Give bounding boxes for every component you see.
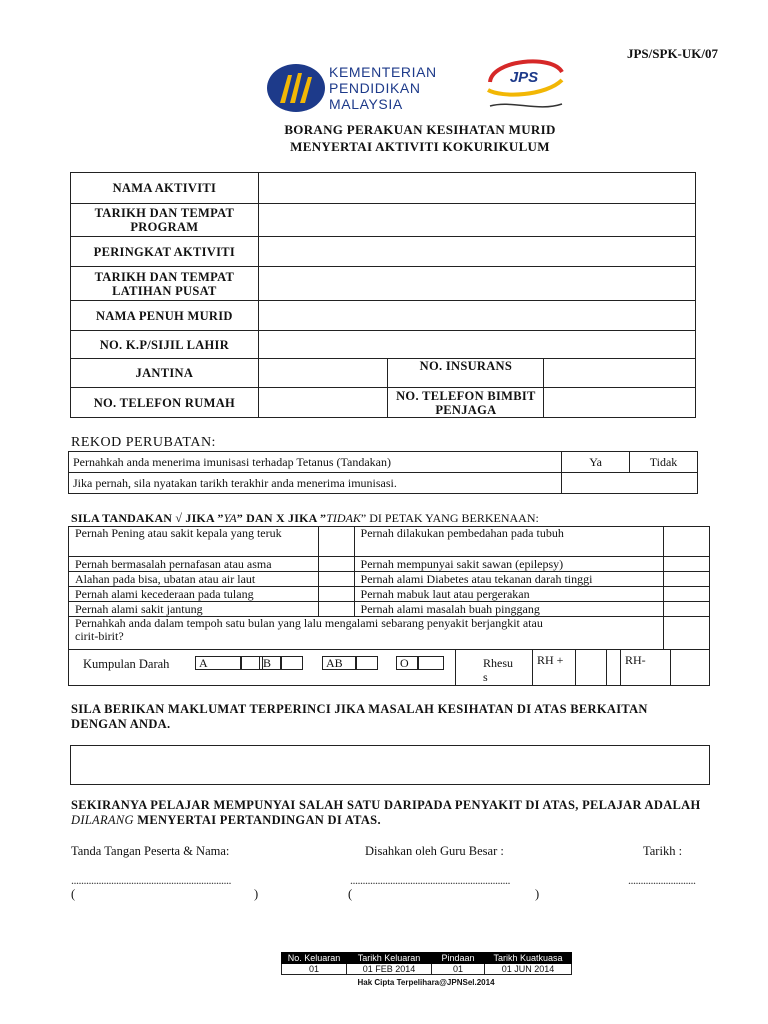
ministry-name-line2: PENDIDIKAN xyxy=(329,80,421,96)
tick-instruction: SILA TANDAKAN √ JIKA ”YA” DAN X JIKA ”TIDAK” DI PETAK YANG BERKENAAN: xyxy=(71,511,539,525)
field-no-insurans[interactable] xyxy=(544,359,696,388)
principal-approval-label: Disahkan oleh Guru Besar : xyxy=(365,844,504,858)
document-reference: JPS/SPK-UK/07 xyxy=(626,46,718,61)
infectious-disease-question: Pernahkah anda dalam tempoh satu bulan yang lalu mengalami sebarang penyakit berjangkit atau cirit-birit? xyxy=(69,617,664,650)
jps-logo xyxy=(482,52,568,121)
field-peringkat-aktiviti[interactable] xyxy=(258,237,695,267)
checkbox-right-3[interactable] xyxy=(664,572,710,587)
field-nama-aktiviti[interactable] xyxy=(258,173,695,204)
rhesus-divider xyxy=(455,650,456,685)
condition-left-1: Pernah Pening atau sakit kepala yang teruk xyxy=(69,527,319,557)
blood-group-label: Kumpulan Darah xyxy=(83,657,170,671)
ya-option[interactable]: Ya xyxy=(562,452,630,473)
rekod-perubatan-heading: REKOD PERUBATAN: xyxy=(71,435,216,450)
ministry-name xyxy=(329,64,437,112)
label-peringkat-aktiviti: PERINGKAT AKTIVITI xyxy=(71,237,259,267)
blood-a-label: A xyxy=(195,656,241,670)
field-no-kp[interactable] xyxy=(258,331,695,359)
label-telefon-rumah: NO. TELEFON RUMAH xyxy=(71,388,259,418)
label-tarikh-program: TARIKH DAN TEMPAT PROGRAM xyxy=(71,204,259,237)
label-tarikh-latihan: TARIKH DAN TEMPAT LATIHAN PUSAT xyxy=(71,267,259,301)
details-heading: SILA BERIKAN MAKLUMAT TERPERINCI JIKA MASALAH KESIHATAN DI ATAS BERKAITAN DENGAN ANDA. xyxy=(71,702,648,731)
tetanus-date-question: Jika pernah, sila nyatakan tarikh terakhir anda menerima imunisasi. xyxy=(69,473,562,494)
field-telefon-bimbit[interactable] xyxy=(544,388,696,418)
blood-ab-label: AB xyxy=(322,656,356,670)
blood-ab-checkbox[interactable] xyxy=(356,656,378,670)
checkbox-left-5[interactable] xyxy=(318,602,354,617)
jps-logo-text: JPS xyxy=(509,69,539,86)
label-no-kp: NO. K.P/SIJIL LAHIR xyxy=(71,331,259,359)
field-jantina[interactable] xyxy=(258,359,388,388)
checkbox-left-3[interactable] xyxy=(318,572,354,587)
immunisation-table xyxy=(68,451,698,494)
footer-value-4: 01 JUN 2014 xyxy=(485,964,572,975)
principal-signature-line[interactable]: ................................................................ xyxy=(350,873,510,887)
condition-left-2: Pernah bermasalah pernafasan atau asma xyxy=(69,557,319,572)
rhesus-label: Rhesu s xyxy=(483,656,513,684)
warning-text: SEKIRANYA PELAJAR MEMPUNYAI SALAH SATU DARIPADA PENYAKIT DI ATAS, PELAJAR ADALAH DILARANG MENYERTAI PERTANDINGAN DI ATAS. xyxy=(71,798,701,827)
checkbox-left-2[interactable] xyxy=(318,557,354,572)
field-tarikh-program[interactable] xyxy=(258,204,695,237)
condition-left-5: Pernah alami sakit jantung xyxy=(69,602,319,617)
footer-header-2: Tarikh Keluaran xyxy=(347,953,432,964)
checkbox-left-4[interactable] xyxy=(318,587,354,602)
condition-left-4: Pernah alami kecederaan pada tulang xyxy=(69,587,319,602)
condition-right-2: Pernah mempunyai sakit sawan (epilepsy) xyxy=(354,557,664,572)
participant-signature-label: Tanda Tangan Peserta & Nama: xyxy=(71,844,230,858)
form-title-line1: BORANG PERAKUAN KESIHATAN MURID xyxy=(284,122,556,137)
conditions-table xyxy=(68,526,710,650)
condition-right-3: Pernah alami Diabetes atau tekanan darah tinggi xyxy=(354,572,664,587)
student-info-table xyxy=(70,172,696,418)
ministry-name-line1: KEMENTERIAN xyxy=(329,64,437,80)
footer-header-4: Tarikh Kuatkuasa xyxy=(485,953,572,964)
ministry-name-line3: MALAYSIA xyxy=(329,96,403,112)
rh-positive-label: RH + xyxy=(532,650,576,685)
date-label: Tarikh : xyxy=(643,844,683,858)
label-nama-penuh: NAMA PENUH MURID xyxy=(71,301,259,331)
ministry-logo xyxy=(266,63,326,118)
field-telefon-rumah[interactable] xyxy=(258,388,388,418)
checkbox-infectious[interactable] xyxy=(664,617,710,650)
condition-left-3: Alahan pada bisa, ubatan atau air laut xyxy=(69,572,319,587)
footer-value-1: 01 xyxy=(282,964,347,975)
condition-right-4: Pernah mabuk laut atau pergerakan xyxy=(354,587,664,602)
field-nama-penuh[interactable] xyxy=(258,301,695,331)
revision-table xyxy=(281,952,572,975)
participant-name-open-paren: ( xyxy=(71,887,76,901)
footer-header-1: No. Keluaran xyxy=(282,953,347,964)
footer-value-3: 01 xyxy=(432,964,485,975)
checkbox-left-1[interactable] xyxy=(318,527,354,557)
principal-name-open-paren: ( xyxy=(348,887,353,901)
label-nama-aktiviti: NAMA AKTIVITI xyxy=(71,173,259,204)
label-no-insurans: NO. INSURANS xyxy=(388,359,544,388)
date-line[interactable]: ........................... xyxy=(628,873,696,887)
condition-right-1: Pernah dilakukan pembedahan pada tubuh xyxy=(354,527,664,557)
participant-name-close-paren: ) xyxy=(254,887,259,901)
blood-o-checkbox[interactable] xyxy=(418,656,444,670)
rh-negative-checkbox[interactable] xyxy=(670,650,711,685)
footer-header-3: Pindaan xyxy=(432,953,485,964)
label-jantina: JANTINA xyxy=(71,359,259,388)
copyright: Hak Cipta Terpelihara@JPNSel.2014 xyxy=(357,978,495,987)
checkbox-right-4[interactable] xyxy=(664,587,710,602)
checkbox-right-5[interactable] xyxy=(664,602,710,617)
principal-name-close-paren: ) xyxy=(535,887,540,901)
footer-value-2: 01 FEB 2014 xyxy=(347,964,432,975)
tidak-option[interactable]: Tidak xyxy=(630,452,698,473)
checkbox-right-1[interactable] xyxy=(664,527,710,557)
health-details-field[interactable] xyxy=(70,745,710,785)
blood-b-checkbox[interactable] xyxy=(281,656,303,670)
form-title-line2: MENYERTAI AKTIVITI KOKURIKULUM xyxy=(290,139,550,154)
rh-negative-label: RH- xyxy=(620,650,670,685)
field-tarikh-latihan[interactable] xyxy=(258,267,695,301)
blood-o-label: O xyxy=(396,656,418,670)
blood-b-label: B xyxy=(259,656,281,670)
checkbox-right-2[interactable] xyxy=(664,557,710,572)
label-telefon-bimbit: NO. TELEFON BIMBIT PENJAGA xyxy=(388,388,544,418)
rh-positive-checkbox[interactable] xyxy=(576,650,607,685)
blood-group-row xyxy=(68,650,710,686)
tetanus-question: Pernahkah anda menerima imunisasi terhadap Tetanus (Tandakan) xyxy=(69,452,562,473)
condition-right-5: Pernah alami masalah buah pinggang xyxy=(354,602,664,617)
tetanus-date-field[interactable] xyxy=(562,473,698,494)
participant-signature-line[interactable]: ................................................................ xyxy=(71,873,231,887)
